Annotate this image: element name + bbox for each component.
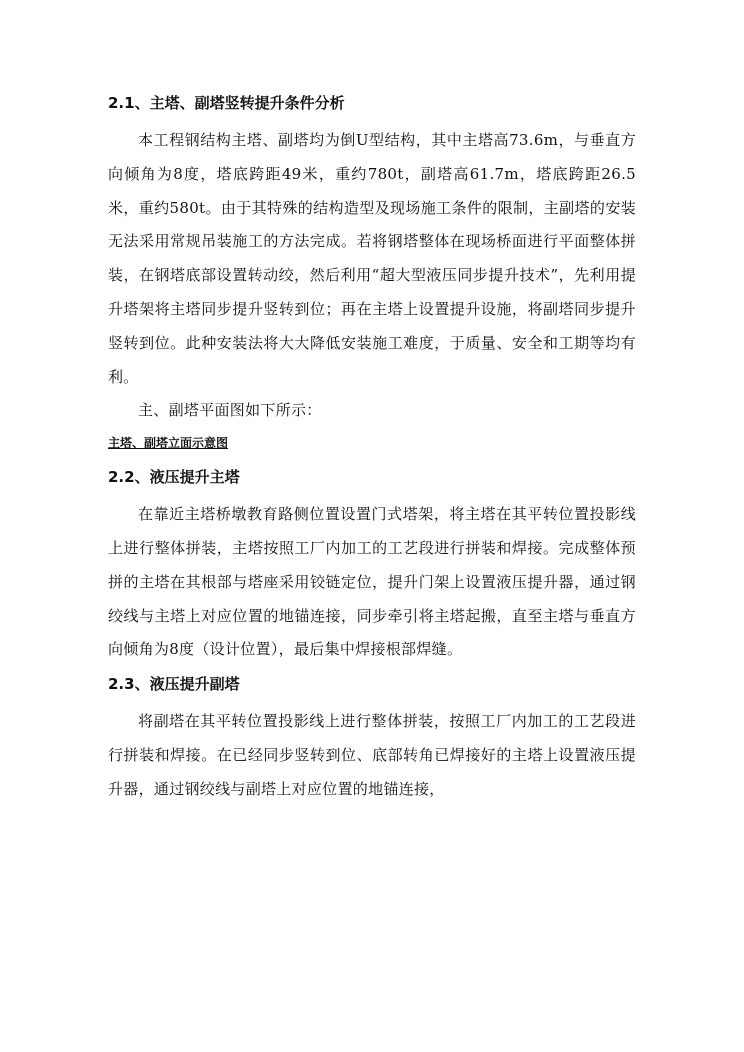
section-heading-2-3: 2.3、液压提升副塔 — [108, 675, 240, 694]
section-heading-2-1: 2.1、主塔、副塔竖转提升条件分析 — [108, 94, 345, 112]
section-heading-2-2: 2.2、液压提升主塔 — [108, 468, 240, 487]
figure-caption: 主塔、副塔立面示意图 — [108, 436, 229, 451]
section-2-1-figure-intro: 主、副塔平面图如下所示： — [138, 401, 322, 420]
section-2-3-paragraph: 将副塔在其平转位置投影线上进行整体拼装，按照工厂内加工的工艺段进行拼装和焊接。在已经同步竖转到位、底部转角已焊接好的主塔上设置液压提升器，通过钢绞线与副塔上对应位置的地锚连接， — [108, 712, 636, 798]
section-2-2-paragraph: 在靠近主塔桥墩教育路侧位置设置门式塔架，将主塔在其平转位置投影线上进行整体拼装，主塔按照工厂内加工的工艺段进行拼装和焊接。完成整体预拼的主塔在其根部与塔座采用铰链定位，提升门架上设置液压提升器，通过钢绞线与主塔上对应位置的地锚连接，同步牵引将主塔起搬，直至主塔与垂直方向倾角为8度（设计位置），最后集中焊接根部焊缝。 — [108, 505, 636, 659]
document-body — [108, 92, 636, 807]
section-2-1-paragraph: 本工程钢结构主塔、副塔均为倒U型结构，其中主塔高73.6m，与垂直方向倾角为8度，塔底跨距49米，重约780t，副塔高61.7m，塔底跨距26.5米，重约580t。由于其特殊的结构造型及现场施工条件的限制，主副塔的安装无法采用常规吊装施工的方法完成。若将钢塔整体在现场桥面进行平面整体拼装，在钢塔底部设置转动绞，然后利用“超大型液压同步提升技术”，先利用提升塔架将主塔同步提升竖转到位；再在主塔上设置提升设施，将副塔同步提升竖转到位。此种安装法将大大降低安装施工难度，于质量、安全和工期等均有利。 — [108, 131, 636, 386]
